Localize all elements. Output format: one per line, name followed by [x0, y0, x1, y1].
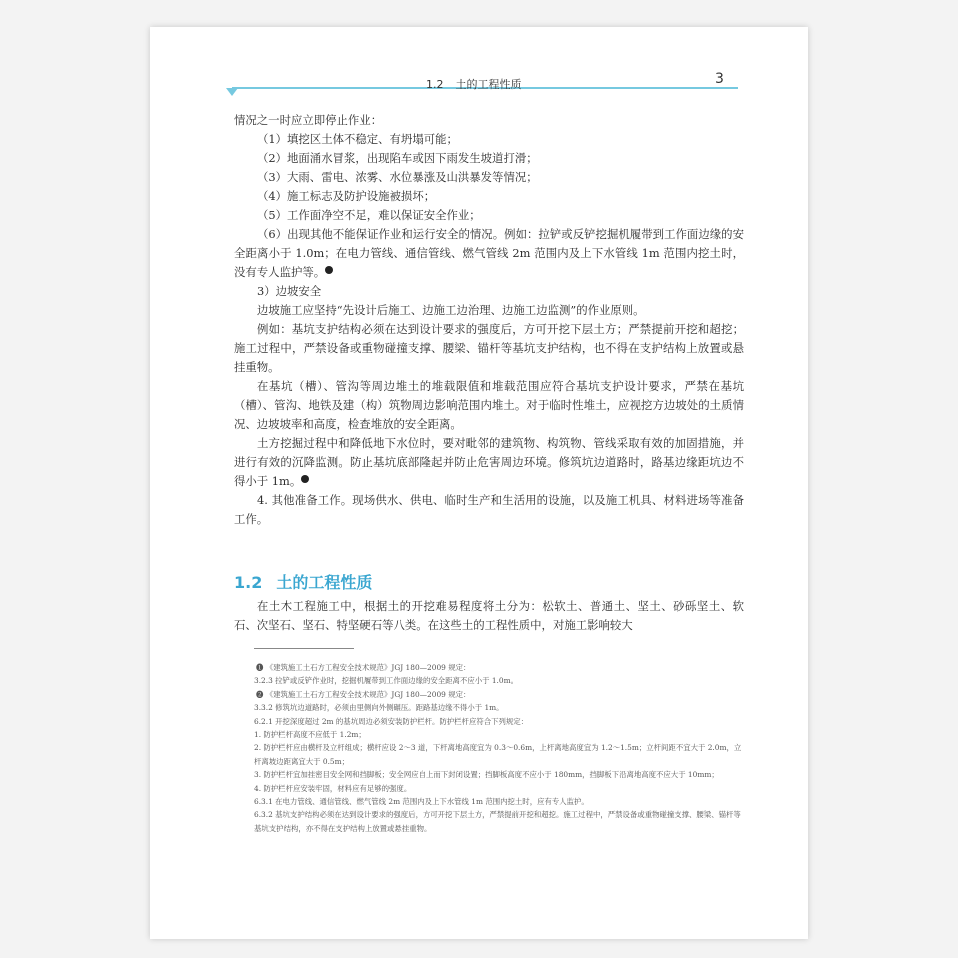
footnote-line: 6.3.2 基坑支护结构必须在达到设计要求的强度后，方可开挖下层土方，严禁提前开挖和超挖。施工过程中，严禁设备或重物碰撞支撑、腰梁、锚杆等基坑支护结构，亦不得在支护结构上放置或悬挂重物。	[254, 810, 741, 833]
footnote-line: 4. 防护栏杆应安装牢固，材料应有足够的强度。	[254, 783, 412, 793]
list-item: （2）地面涌水冒浆，出现陷车或因下雨发生坡道打滑；	[257, 151, 538, 165]
footnote-marker-2[interactable]: 2	[301, 475, 309, 483]
footnote-line: 2. 防护栏杆应由横杆及立杆组成；横杆应设 2～3 道，下杆离地高度宜为 0.3～0.6m，上杆离地高度宜为 1.2～1.5m；立杆间距不宜大于 2.0m，立杆离坡边距离宜大于 0.5m；	[254, 743, 742, 766]
section-number: 1.2	[234, 573, 263, 592]
list-item-6-text: （6）出现其他不能保证作业和运行安全的情况。例如：拉铲或反铲挖掘机履带到工作面边缘的安全距离小于 1.0m；在电力管线、通信管线、燃气管线 2m 范围内及上下水管线 1m 范围内挖土时，没有专人监护等。	[234, 227, 744, 279]
section-title: 土的工程性质	[276, 573, 373, 592]
footnote-line: ❷ 《建筑施工土石方工程安全技术规范》JGJ 180—2009 规定：	[256, 689, 471, 699]
list-item: （1）填挖区土体不稳定、有坍塌可能；	[257, 132, 458, 146]
footnote-line: 3. 防护栏杆宜加挂密目安全网和挡脚板；安全网应自上而下封闭设置；挡脚板高度不应小于 180mm，挡脚板下沿离地高度不应大于 10mm；	[254, 770, 719, 780]
footnote-line: 3.3.2 修筑坑边道路时，必须由里侧向外侧碾压。距路基边缘不得小于 1m。	[254, 703, 504, 713]
list-item: （4）施工标志及防护设施被损坏；	[257, 189, 436, 203]
list-item: （3）大雨、雷电、浓雾、水位暴涨及山洪暴发等情况；	[257, 170, 538, 184]
book-page	[150, 27, 808, 939]
paragraph: 在基坑（槽）、管沟等周边堆土的堆载限值和堆载范围应符合基坑支护设计要求，严禁在基坑（槽）、管沟、地铁及建（构）筑物周边影响范围内堆土。对于临时性堆土，应视挖方边坡处的土质情况、边坡坡率和高度，检查堆放的安全距离。	[234, 379, 744, 431]
running-header	[426, 76, 522, 92]
section-heading	[234, 570, 372, 593]
running-header-number: 1.2	[426, 78, 444, 91]
header-triangle-marker	[226, 88, 238, 96]
paragraph	[234, 434, 744, 491]
footnote-line: ❶ 《建筑施工土石方工程安全技术规范》JGJ 180—2009 规定：	[256, 663, 471, 672]
footnote-rule	[254, 648, 354, 649]
footnote-line: 6.3.1 在电力管线、通信管线、燃气管线 2m 范围内及上下水管线 1m 范围内挖土时，应有专人监护。	[254, 797, 589, 807]
paragraph: 在土木工程施工中，根据土的开挖难易程度将土分为：松软土、普通土、坚土、砂砾坚土、软石、次坚石、坚石、特坚硬石等八类。在这些土的工程性质中，对施工影响较大	[234, 599, 744, 632]
paragraph: 边坡施工应坚持“先设计后施工、边施工边治理、边施工边监测”的作业原则。	[257, 303, 645, 317]
list-item: （5）工作面净空不足，难以保证安全作业；	[257, 208, 481, 222]
paragraph-text: 土方挖掘过程中和降低地下水位时，要对毗邻的建筑物、构筑物、管线采取有效的加固措施，并进行有效的沉降监测。防止基坑底部隆起并防止危害周边环境。修筑坑边道路时，路基边缘距坑边不得小于 1m。	[234, 436, 744, 488]
list-item-6	[234, 225, 744, 282]
footnotes	[254, 661, 742, 835]
body-text	[234, 111, 744, 529]
intro-line: 情况之一时应立即停止作业：	[234, 113, 383, 127]
paragraph: 例如：基坑支护结构必须在达到设计要求的强度后，方可开挖下层土方；严禁提前开挖和超挖；施工过程中，严禁设备或重物碰撞支撑、腰梁、锚杆等基坑支护结构，也不得在支护结构上放置或悬挂重物。	[234, 322, 744, 374]
paragraph: 4. 其他准备工作。现场供水、供电、临时生产和生活用的设施，以及施工机具、材料进场等准备工作。	[234, 493, 744, 526]
footnote-line: 3.2.3 拉铲或反铲作业时，挖掘机履带到工作面边缘的安全距离不应小于 1.0m。	[254, 676, 518, 686]
section-body	[234, 597, 744, 635]
footnote-marker-1[interactable]: 1	[325, 266, 333, 274]
footnote-line: 1. 防护栏杆高度不应低于 1.2m；	[254, 730, 366, 740]
page-number: 3	[715, 71, 724, 87]
running-header-title: 土的工程性质	[455, 78, 522, 91]
slope-heading: 3）边坡安全	[257, 284, 322, 298]
footnote-line: 6.2.1 开挖深度超过 2m 的基坑周边必须安装防护栏杆。防护栏杆应符合下列规定：	[254, 716, 529, 726]
